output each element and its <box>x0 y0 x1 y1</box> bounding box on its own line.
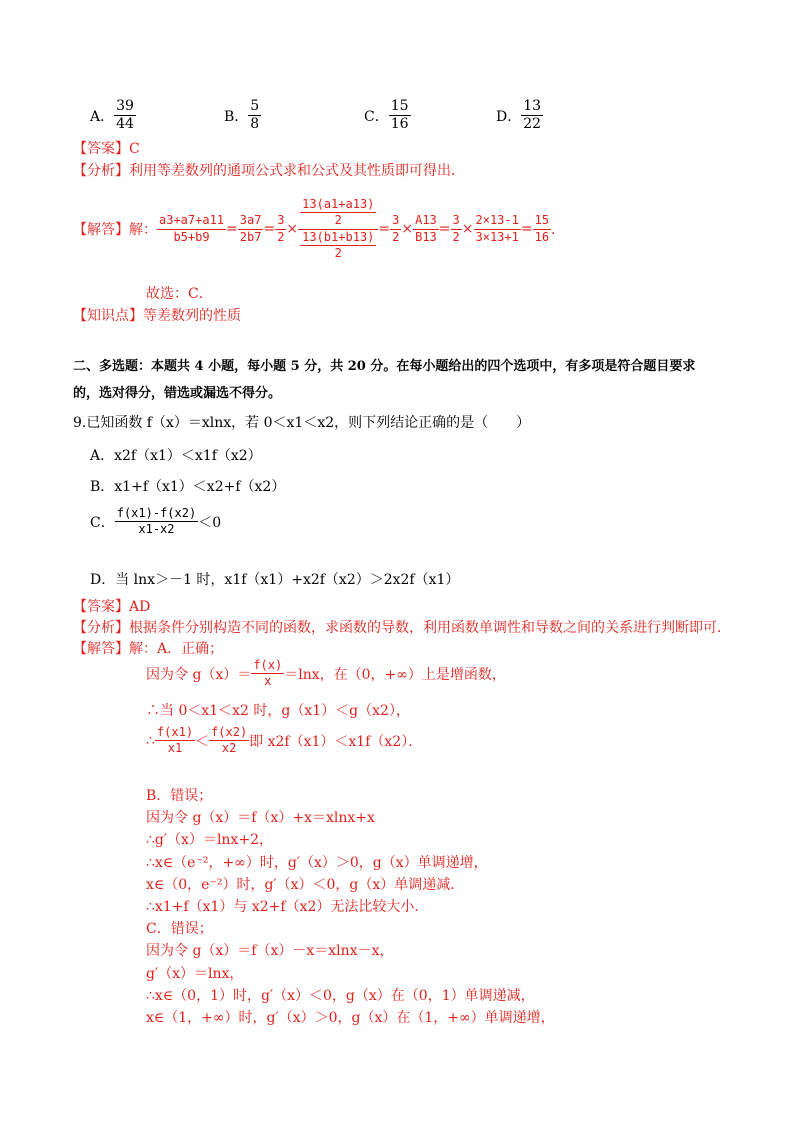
option-fraction: $\frac{15}{16}$ <box>390 98 409 133</box>
q8-choose: 故选：C． <box>146 286 213 302</box>
section-heading-line2: 的，选对得分，错选或漏选不得分。 <box>73 386 282 401</box>
option-c-fraction: $\frac{f(x1)-f(x2)}{x1-x2}$ <box>116 506 197 537</box>
eq-frac-2: $\frac{3a7}{2b7}$ <box>239 213 262 244</box>
option-fraction: $\frac{39}{44}$ <box>116 98 134 133</box>
solution-line: x∈（1，+∞）时，g′（x）＞0，g（x）在（1，+∞）单调递增， <box>146 1010 555 1027</box>
eq-frac-4: $\frac{3}{2}$ <box>392 213 400 244</box>
q8-answer: 【答案】C <box>73 141 140 157</box>
solution-line: ∴x1+f（x1）与 x2+f（x2）无法比较大小． <box>146 899 429 916</box>
eq-frac-6: $\frac{3}{2}$ <box>452 213 460 244</box>
q8-analysis: 【分析】利用等差数列的通项公式求和公式及其性质即可得出． <box>73 163 465 179</box>
eq-big-fraction: $\frac{\frac{13(a1+a13)}{2}}{\frac{13(b1+b13)}{2}}$ <box>298 198 378 260</box>
solution-line: 因为令 g（x）＝f（x）－x＝xlnx－x， <box>146 943 394 960</box>
option-fraction: $\frac{5}{8}$ <box>250 98 260 133</box>
q9-option-a: A．x2f（x1）＜x1f（x2） <box>90 448 262 464</box>
option-label: B． <box>224 108 249 125</box>
q8-option-b <box>224 99 261 133</box>
option-label: C． <box>364 108 389 125</box>
q8-option-c <box>364 99 411 133</box>
eq-frac-8: $\frac{15}{16}$ <box>534 213 550 244</box>
q9-answer: 【答案】AD <box>73 599 151 615</box>
solution-line: B．错误； <box>146 788 213 804</box>
solution-line: ∴x∈（0，1）时，g′（x）＜0，g（x）在（0，1）单调递减， <box>146 987 535 1004</box>
q9-step-2: ∴当 0＜x1＜x2 时，g（x1）＜g（x2）， <box>146 703 410 719</box>
q8-solution: 【解答】 解： $\frac{a3+a7+a11}{b5+b9}$ = $\frac{3a7}{2b7}$ = $\frac{3}{2}$ × $\frac{\frac{13(a1+a13)}{2}}{\frac{13(b1+b13)}{2}}$ = $\frac{3}{2}$ × $\frac{A13}{B13}$ = $\frac{3}{2}$ × $\frac{2\times 13-1}{3\times 13+1}$ = $\frac{15}{16}$ ． <box>73 197 566 260</box>
eq-frac-7: $\frac{2\times 13-1}{3\times 13+1}$ <box>475 213 519 244</box>
q9-step-1: 因为令 g（x）＝ $\frac{f(x)}{x}$ ＝lnx，在（0，+∞）上是增函数， <box>146 658 506 689</box>
q9-solution-lines <box>146 785 555 1029</box>
step3-fraction-2: $\frac{f(x2)}{x2}$ <box>211 725 248 756</box>
eq-frac-1: $\frac{a3+a7+a11}{b5+b9}$ <box>159 213 225 244</box>
eq-frac-5: $\frac{A13}{B13}$ <box>415 213 437 244</box>
q9-option-c: C． $\frac{f(x1)-f(x2)}{x1-x2}$ ＜0 <box>90 506 222 537</box>
step1-fraction: $\frac{f(x)}{x}$ <box>253 658 283 689</box>
option-label: A． <box>90 108 115 125</box>
solution-line: g′（x）＝lnx， <box>146 965 244 982</box>
q8-option-d <box>496 99 543 133</box>
option-fraction: $\frac{13}{22}$ <box>523 98 542 133</box>
q9-option-d: D．当 lnx＞－1 时，x1f（x1）+x2f（x2）＞2x2f（x1） <box>90 572 460 588</box>
eq-frac-3: $\frac{3}{2}$ <box>277 213 285 244</box>
solution-line: C．错误； <box>146 921 213 938</box>
solution-line: ∴x∈（e⁻²，+∞）时，g′（x）＞0，g（x）单调递增， <box>146 854 488 871</box>
option-label: D． <box>496 108 522 125</box>
solution-line: ∴g′（x）＝lnx+2， <box>146 832 273 849</box>
solution-line: x∈（0，e⁻²）时，g′（x）＜0，g（x）单调递减． <box>146 876 465 893</box>
step3-fraction-1: $\frac{f(x1)}{x1}$ <box>156 725 194 756</box>
q9-solution-header: 【解答】解：A．正确； <box>73 641 224 657</box>
q9-step-3: ∴ $\frac{f(x1)}{x1}$ ＜ $\frac{f(x2)}{x2}$ 即 x2f（x1）＜x1f（x2）． <box>146 725 423 756</box>
q9-analysis: 【分析】根据条件分别构造不同的函数，求函数的导数，利用函数单调性和导数之间的关系进行判断即可． <box>73 620 731 636</box>
q9-option-b: B．x1+f（x1）＜x2+f（x2） <box>90 479 286 495</box>
q8-option-a <box>90 99 136 133</box>
q8-knowledge: 【知识点】等差数列的性质 <box>73 308 241 324</box>
solution-line: 因为令 g（x）＝f（x）+x＝xlnx+x <box>146 810 375 827</box>
section-heading-line1: 二、多选题：本题共 4 小题，每小题 5 分，共 20 分。在每小题给出的四个选项中，有多项是符合题目要求 <box>73 359 696 374</box>
q9-stem: 9.已知函数 f（x）＝xlnx，若 0＜x1＜x2，则下列结论正确的是（ ） <box>73 415 531 431</box>
